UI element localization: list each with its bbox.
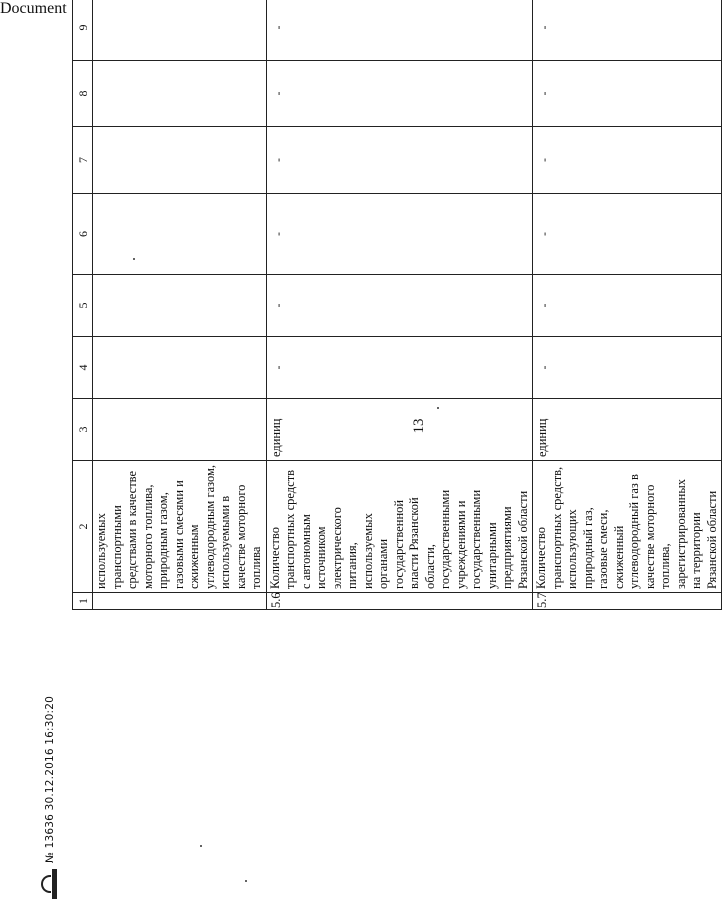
value-cell xyxy=(93,0,267,61)
row-number xyxy=(93,593,267,610)
indicator-name: используемых транспортными средствами в качестве моторного топлива, природным газом, газовыми смесями и сжиженным углеводородным газом, используемыми в качестве моторного топлива xyxy=(93,461,267,593)
value-cell: - xyxy=(533,194,722,275)
speck xyxy=(133,258,135,260)
row-number: 5.7 xyxy=(533,593,722,610)
header-cell-1: 1 xyxy=(73,593,93,610)
row-number: 5.6 xyxy=(266,593,533,610)
emblem-icon xyxy=(41,869,59,899)
table-row xyxy=(533,0,722,610)
value-cell: - xyxy=(533,127,722,194)
data-table-container xyxy=(72,24,719,610)
table-header-row xyxy=(73,0,93,610)
stamp-text: № 13636 30.12.2016 16:30:20 xyxy=(44,695,56,863)
value-cell: - xyxy=(533,275,722,337)
speck xyxy=(245,880,247,882)
unit-cell: единиц xyxy=(266,399,533,461)
value-cell: - xyxy=(266,0,533,61)
table-row xyxy=(93,0,267,610)
value-cell xyxy=(93,127,267,194)
unit-cell xyxy=(93,399,267,461)
header-cell-9: 9 xyxy=(73,0,93,61)
value-cell: - xyxy=(266,275,533,337)
page-number: 13 xyxy=(411,418,427,434)
value-cell: - xyxy=(266,337,533,399)
header-cell-6: 6 xyxy=(73,194,93,275)
value-cell xyxy=(93,337,267,399)
header-cell-5: 5 xyxy=(73,275,93,337)
signature-stamp xyxy=(38,595,62,899)
indicator-table xyxy=(72,0,722,610)
speck xyxy=(437,407,439,409)
header-cell-8: 8 xyxy=(73,61,93,127)
header-cell-7: 7 xyxy=(73,127,93,194)
value-cell: - xyxy=(266,127,533,194)
value-cell xyxy=(93,61,267,127)
speck xyxy=(200,845,202,847)
value-cell: - xyxy=(533,0,722,61)
header-cell-4: 4 xyxy=(73,337,93,399)
value-cell: - xyxy=(533,61,722,127)
value-cell: - xyxy=(266,194,533,275)
indicator-name: Количество транспортных средств, использующих природный газ, газовые смеси, сжиженный углеводородный газ в качестве моторного топлива, зарегистрированных на территории Рязанской области xyxy=(533,461,722,593)
value-cell: - xyxy=(533,337,722,399)
unit-cell: единиц xyxy=(533,399,722,461)
value-cell xyxy=(93,275,267,337)
header-cell-3: 3 xyxy=(73,399,93,461)
value-cell: - xyxy=(266,61,533,127)
value-cell xyxy=(93,194,267,275)
indicator-name: Количество транспортных средств с автономным источником электрического питания, используемых органами государственной власти Рязанской области, государственными учреждениями и государственными унитарными предприятиями Рязанской области xyxy=(266,461,533,593)
header-cell-2: 2 xyxy=(73,461,93,593)
table-row xyxy=(266,0,533,610)
